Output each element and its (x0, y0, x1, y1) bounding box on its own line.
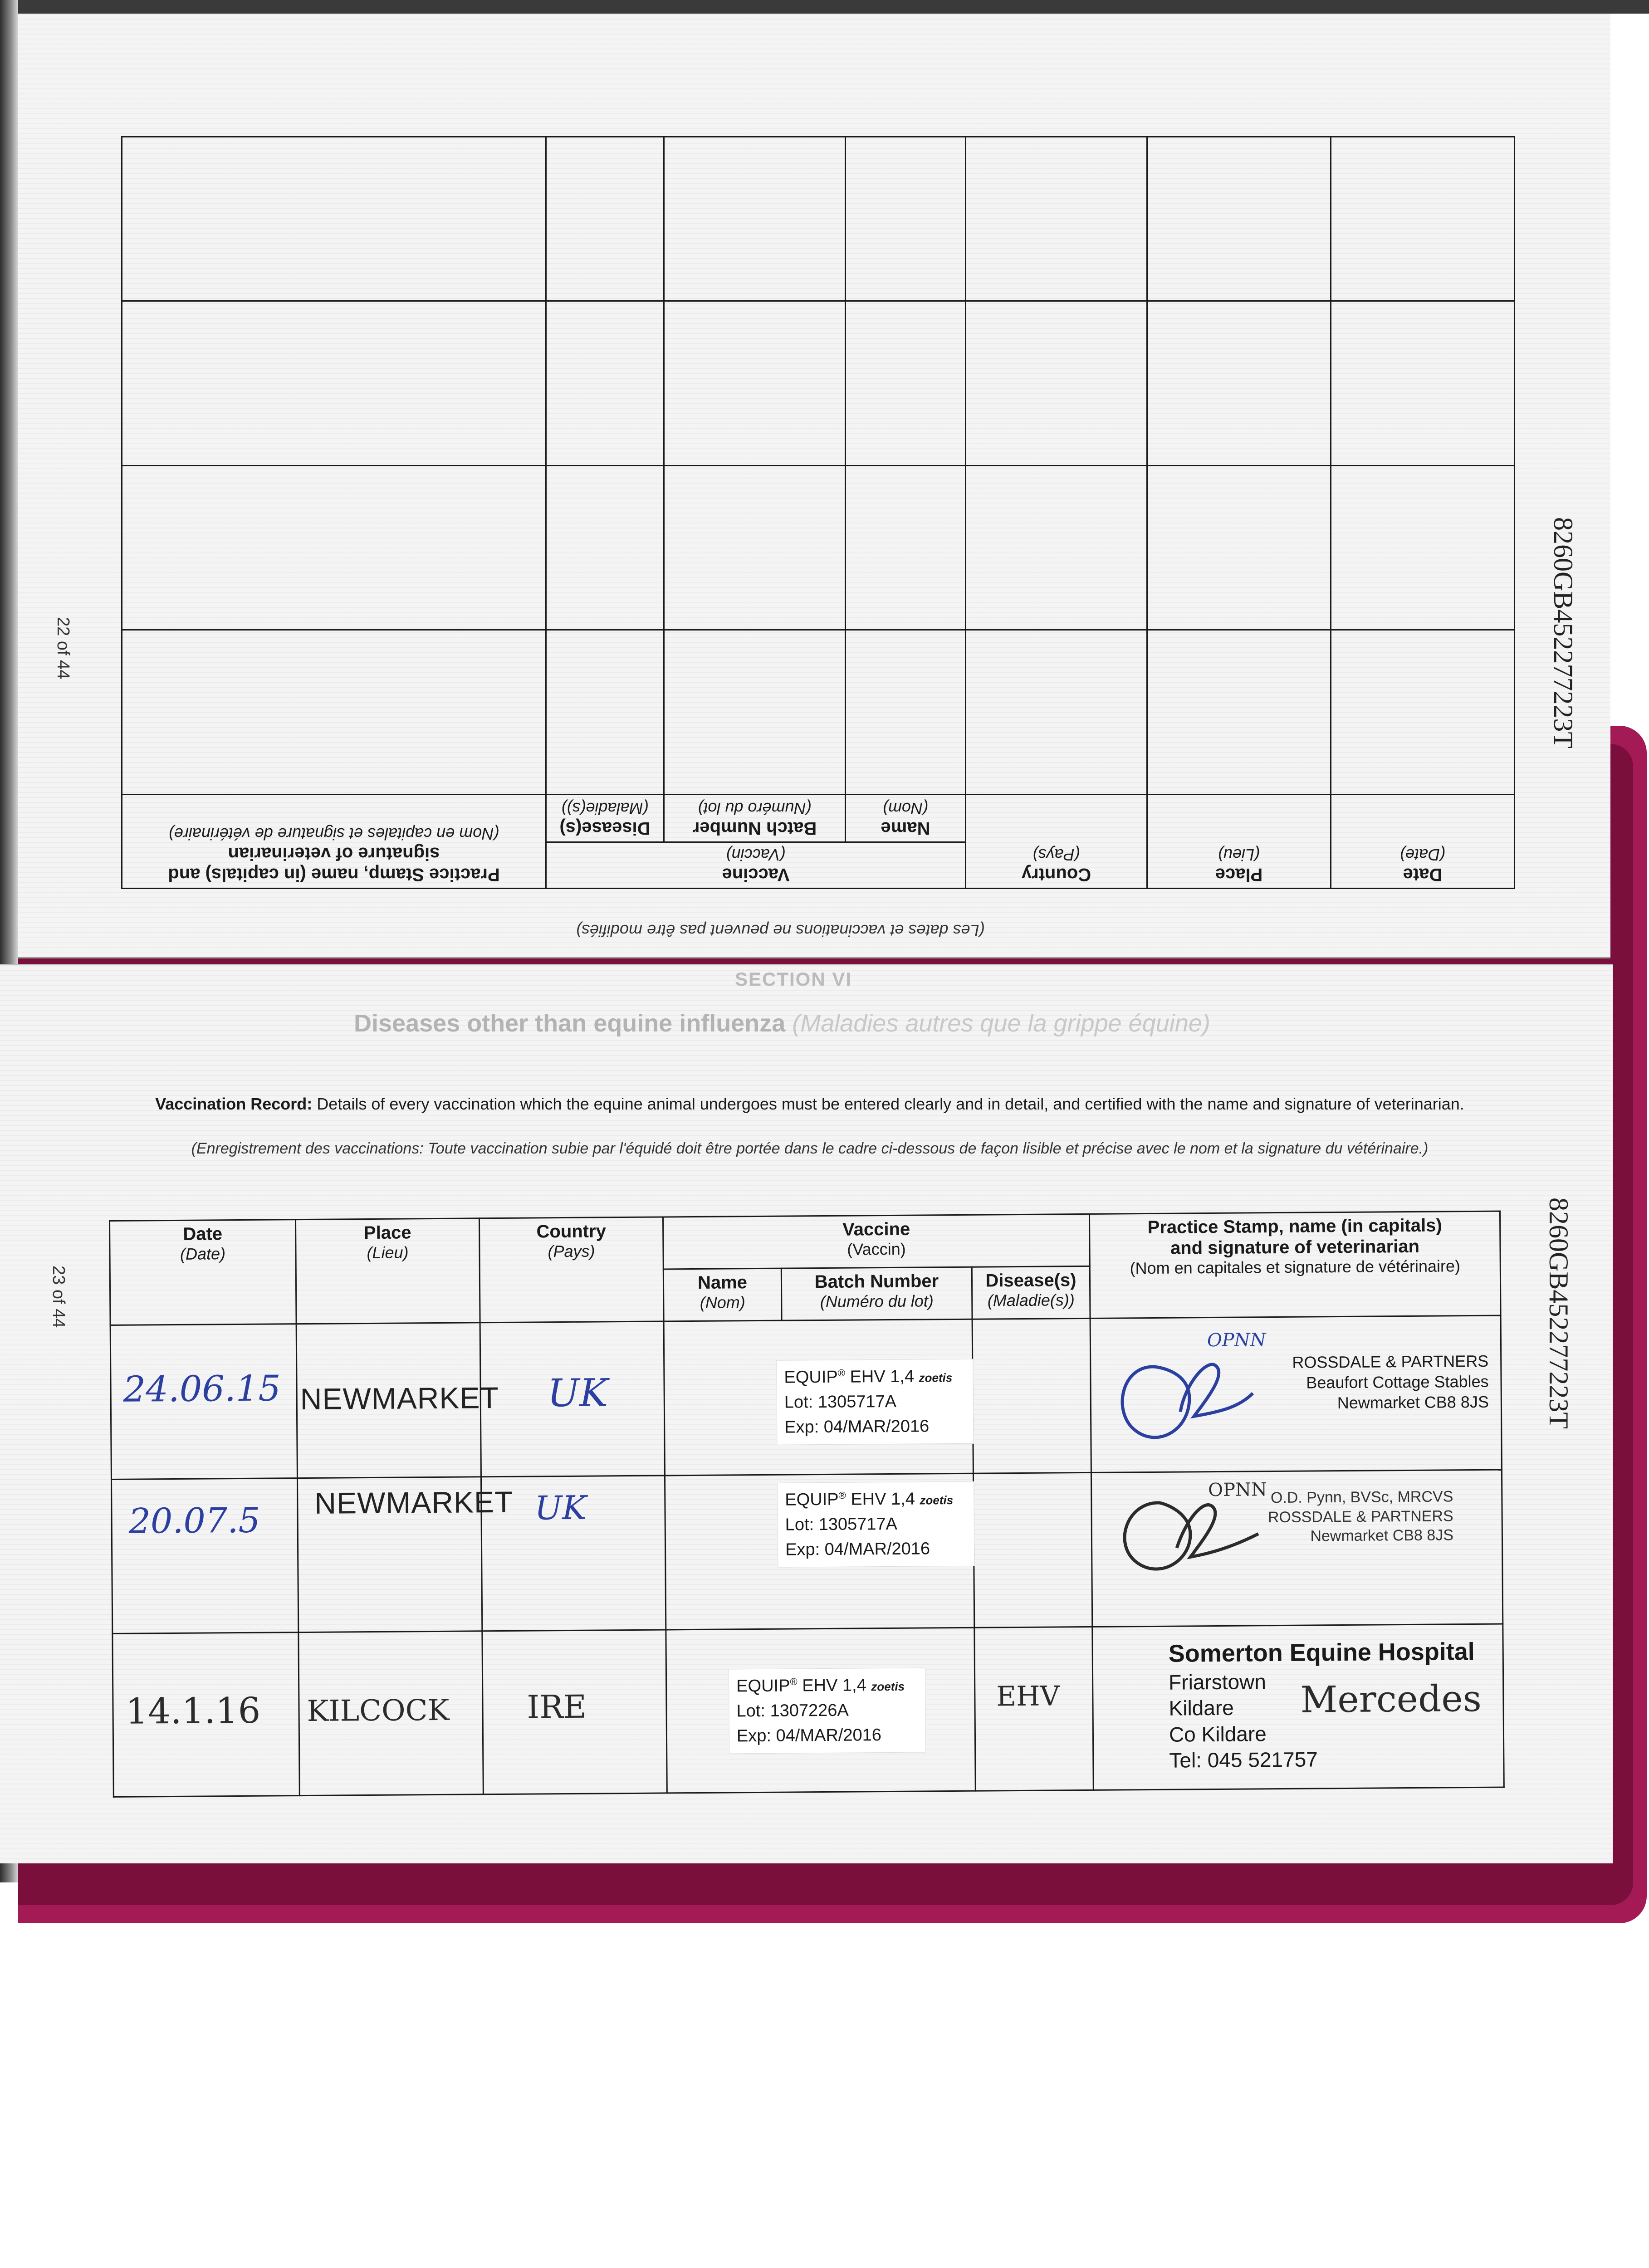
row2-practice-stamp (1267, 1487, 1453, 1546)
row2-vaccine-cell (665, 1473, 974, 1630)
page-number-lower: 23 of 44 (49, 1266, 68, 1328)
row3-lot: Lot: 1307226A (736, 1701, 849, 1721)
row1-date-cell (110, 1324, 297, 1480)
row2-stamp-line: O.D. Pynn, BVSc, MRCVS (1270, 1488, 1453, 1507)
header-disease: Disease(s) (Maladie(s)) (546, 794, 664, 842)
row1-place: NEWMARKET (300, 1381, 499, 1416)
row2-country: UK (534, 1488, 587, 1527)
upper-empty-row (122, 630, 1515, 794)
vaccination-record-instructions (132, 1093, 1488, 1115)
row3-disease-cell (974, 1627, 1094, 1791)
header-date: Date (Date) (1331, 794, 1515, 888)
row2-exp: Exp: 04/MAR/2016 (785, 1539, 930, 1559)
row1-vaccine-name: EHV 1,4 (850, 1367, 915, 1387)
row1-stamp-cell (1090, 1315, 1502, 1472)
row3-stamp-cell (1092, 1624, 1504, 1790)
row3-disease: EHV (996, 1680, 1060, 1713)
upper-header-row (122, 842, 1515, 888)
row2-date-cell (111, 1478, 298, 1634)
passport-id-upper: 8260GB452277223T (1548, 517, 1578, 748)
row1-vaccine-label: EQUIP® EHV 1,4 zoetis Lot: 1305717A Exp: 04/MAR/2016 (776, 1359, 974, 1445)
section-title: SECTION VI (735, 968, 852, 990)
row2-vaccine-brand: EQUIP (785, 1490, 839, 1510)
row1-stamp-line: ROSSDALE & PARTNERS (1292, 1351, 1489, 1372)
header-vaccine: Vaccine (Vaccin) (663, 1214, 1090, 1269)
row3-date: 14.1.16 (125, 1690, 261, 1732)
lower-header-row (110, 1211, 1501, 1273)
row1-initials: OPNN (1207, 1330, 1266, 1351)
upper-empty-row (122, 301, 1515, 465)
header-country: Country (Pays) (479, 1217, 664, 1323)
row3-vaccine-name: EHV 1,4 (802, 1676, 866, 1696)
vaccination-record-text: Details of every vaccination which the equine animal undergoes must be entered clearly and in detail, and certified with the name and signature of veterinarian. (317, 1095, 1464, 1113)
row2-date: 20.07.5 (128, 1500, 261, 1541)
row3-signature: Mercedes (1300, 1677, 1482, 1721)
header-batch: Batch Number (Numéro du lot) (664, 794, 846, 842)
row2-stamp-line: ROSSDALE & PARTNERS (1267, 1507, 1453, 1526)
row2-stamp-cell (1091, 1470, 1502, 1627)
header-batch: Batch Number (Numéro du lot) (781, 1267, 972, 1320)
row3-country-cell (482, 1630, 667, 1794)
row1-disease-cell (972, 1318, 1091, 1473)
row1-stamp-line: Newmarket CB8 8JS (1337, 1392, 1489, 1413)
header-disease: Disease(s) (Maladie(s)) (972, 1266, 1090, 1319)
row1-vaccine-cell (664, 1319, 973, 1476)
row1-country: UK (547, 1370, 608, 1416)
row3-exp: Exp: 04/MAR/2016 (736, 1725, 882, 1746)
row1-lot: Lot: 1305717A (784, 1392, 897, 1412)
table-row (113, 1624, 1504, 1797)
row1-signature (1103, 1339, 1276, 1458)
header-date: Date (Date) (110, 1220, 297, 1325)
header-place: Place (Lieu) (296, 1218, 480, 1324)
row2-stamp-line: Newmarket CB8 8JS (1310, 1526, 1454, 1545)
row2-disease-cell (973, 1472, 1092, 1628)
row3-stamp-line: Co Kildare (1169, 1721, 1267, 1746)
lower-table (109, 1211, 1505, 1798)
row2-maker: zoetis (920, 1493, 954, 1507)
upper-empty-row (122, 465, 1515, 630)
header-stamp: Practice Stamp, name (in capitals) and signature of veterinarian (Nom en capitales et signature de vétérinaire) (1089, 1211, 1501, 1318)
row3-date-cell (113, 1633, 300, 1797)
scanner-edge (0, 0, 1649, 14)
diseases-heading-fr: (Maladies autres que la grippe équine) (792, 1010, 1210, 1037)
row1-exp: Exp: 04/MAR/2016 (784, 1417, 930, 1437)
row1-date: 24.06.15 (123, 1368, 281, 1410)
row2-country-cell (481, 1476, 665, 1631)
header-country: Country (Pays) (966, 794, 1147, 888)
lower-vaccination-table (109, 1215, 1499, 1796)
row1-country-cell (480, 1321, 665, 1477)
row2-vaccine-label: EQUIP® EHV 1,4 zoetis Lot: 1305717A Exp: 04/MAR/2016 (777, 1481, 974, 1568)
header-stamp: Practice Stamp, name (in capitals) and signature of veterinarian (Nom en capitales et signature de vétérinaire) (122, 794, 546, 888)
row3-stamp-line: Kildare (1169, 1696, 1234, 1720)
row3-place: KILCOCK (307, 1693, 450, 1728)
passport-id-lower: 8260GB452277223T (1544, 1198, 1574, 1429)
row2-vaccine-name: EHV 1,4 (851, 1489, 915, 1509)
row3-stamp-line: Tel: 045 521757 (1169, 1747, 1318, 1772)
row1-practice-stamp (1292, 1351, 1489, 1413)
row3-vaccine-brand: EQUIP (736, 1676, 790, 1696)
vaccination-record-label: Vaccination Record: (155, 1095, 313, 1113)
row3-country: IRE (527, 1688, 587, 1726)
row1-vaccine-brand: EQUIP (784, 1367, 838, 1387)
row1-place-cell (296, 1323, 499, 1478)
row2-place-cell (297, 1477, 514, 1633)
upper-vaccination-table (122, 136, 1515, 889)
row1-stamp-line: Beaufort Cottage Stables (1306, 1372, 1489, 1392)
header-name: Name (Nom) (663, 1268, 782, 1321)
row2-initials: OPNN (1208, 1479, 1267, 1501)
row3-stamp-line: Friarstown (1168, 1669, 1267, 1694)
row3-stamp-line: Somerton Equine Hospital (1168, 1638, 1475, 1667)
row2-place: NEWMARKET (314, 1485, 514, 1520)
upper-notice: (Les dates et vaccinations ne peuvent pas être modifiés) (576, 921, 985, 940)
row3-vaccine-cell (666, 1628, 975, 1793)
row2-lot: Lot: 1305717A (785, 1514, 898, 1535)
row3-vaccine-label: EQUIP® EHV 1,4 zoetis Lot: 1307226A Exp: 04/MAR/2016 (729, 1667, 926, 1754)
row1-maker: zoetis (919, 1371, 953, 1385)
upper-table (121, 136, 1515, 889)
header-vaccine: Vaccine (Vaccin) (546, 842, 966, 888)
table-row (111, 1470, 1502, 1633)
vaccination-record-instructions-fr: (Enregistrement des vaccinations: Toute vaccination subie par l'équidé doit être portée dans le cadre ci-dessous de façon lisible et précise avec le nom et la signature du vétérinaire.) (191, 1140, 1429, 1157)
diseases-heading (354, 1009, 1210, 1037)
upper-empty-row (122, 137, 1515, 301)
row3-maker: zoetis (871, 1679, 905, 1694)
table-row (110, 1315, 1502, 1479)
page-number-upper: 22 of 44 (54, 617, 73, 679)
header-place: Place (Lieu) (1147, 794, 1331, 888)
header-name: Name (Nom) (846, 794, 966, 842)
diseases-heading-en: Diseases other than equine influenza (354, 1010, 786, 1037)
row3-place-cell (298, 1631, 484, 1796)
